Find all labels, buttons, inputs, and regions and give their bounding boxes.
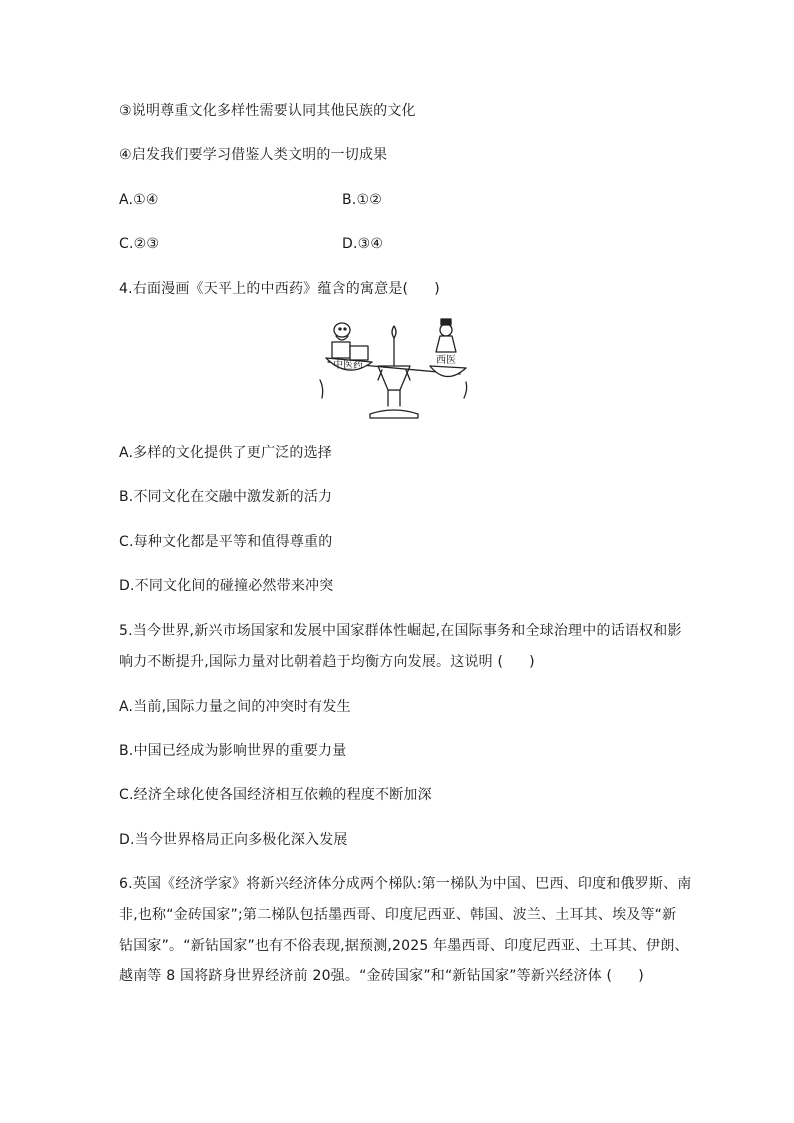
q6-line4-text: 越南等 8 国将跻身世界经济前 20强。“金砖国家”和“新钻国家”等新兴经济体 ( — [119, 968, 613, 984]
q5-option-b[interactable]: B.中国已经成为影响世界的重要力量 — [119, 743, 347, 759]
q4-option-d[interactable]: D.不同文化间的碰撞必然带来冲突 — [119, 578, 334, 594]
q3-option-c[interactable]: C.②③ — [119, 236, 160, 252]
q6-line1: 6.英国《经济学家》将新兴经济体分成两个梯队:第一梯队为中国、巴西、印度和俄罗斯、南 — [119, 876, 692, 892]
q4-stem-close: ) — [434, 281, 440, 297]
balance-scale-cartoon — [318, 318, 470, 426]
q3-statement-3: ③说明尊重文化多样性需要认同其他民族的文化 — [119, 103, 416, 119]
q4-option-b[interactable]: B.不同文化在交融中激发新的活力 — [119, 489, 333, 505]
q5-stem-close: ) — [529, 654, 535, 670]
q4-option-a[interactable]: A.多样的文化提供了更广泛的选择 — [119, 445, 332, 461]
q5-stem-line2 — [119, 652, 535, 672]
q3-statement-4: ④启发我们要学习借鉴人类文明的一切成果 — [119, 147, 388, 163]
right-pan-label: 西医 — [436, 355, 456, 366]
q5-option-d[interactable]: D.当今世界格局正向多极化深入发展 — [119, 832, 348, 848]
left-pan-label: 中医药 — [333, 360, 363, 371]
q5-stem-text: 响力不断提升,国际力量对比朝着趋于均衡方向发展。这说明 ( — [119, 654, 504, 670]
q6-line4 — [119, 966, 644, 986]
q4-option-c[interactable]: C.每种文化都是平等和值得尊重的 — [119, 534, 333, 550]
q3-option-b[interactable]: B.①② — [342, 192, 382, 208]
q4-stem — [119, 279, 440, 299]
q3-option-d[interactable]: D.③④ — [342, 236, 384, 252]
q4-stem-text: 4.右面漫画《天平上的中西药》蕴含的寓意是( — [119, 281, 409, 297]
q6-line4-close: ) — [638, 968, 644, 984]
q5-option-c[interactable]: C.经济全球化使各国经济相互依赖的程度不断加深 — [119, 787, 432, 803]
q6-line2: 非,也称“金砖国家”;第二梯队包括墨西哥、印度尼西亚、韩国、波兰、土耳其、埃及等“新 — [119, 907, 677, 923]
q5-stem-line1: 5.当今世界,新兴市场国家和发展中国家群体性崛起,在国际事务和全球治理中的话语权和影 — [119, 623, 682, 639]
q6-line3: 钻国家”。“新钻国家”也有不俗表现,据预测,2025 年墨西哥、印度尼西亚、土耳其、伊朗、 — [119, 938, 689, 954]
q5-option-a[interactable]: A.当前,国际力量之间的冲突时有发生 — [119, 699, 351, 715]
q3-option-a[interactable]: A.①④ — [119, 192, 159, 208]
